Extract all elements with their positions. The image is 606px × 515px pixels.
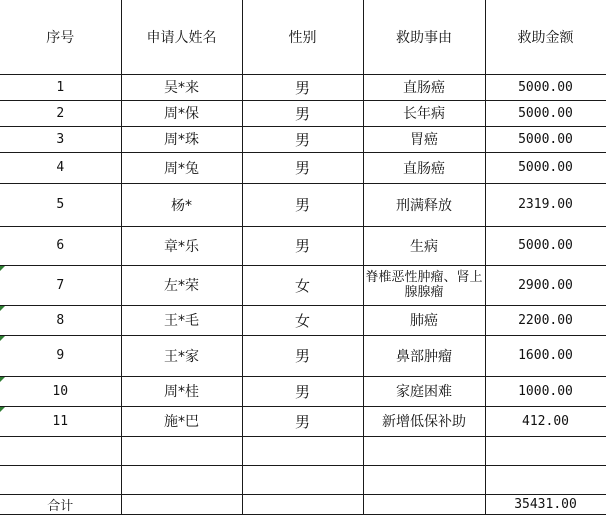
- cell-amount[interactable]: 5000.00: [485, 74, 606, 100]
- cell-reason[interactable]: 直肠癌: [363, 152, 485, 183]
- table-row: [0, 100, 606, 126]
- cell-name[interactable]: 王*家: [121, 335, 242, 376]
- cell-amount[interactable]: 1000.00: [485, 376, 606, 406]
- empty-cell[interactable]: [242, 494, 363, 514]
- cell-no[interactable]: 2: [0, 100, 121, 126]
- cell-gender[interactable]: 男: [242, 226, 363, 265]
- table-row: [0, 406, 606, 436]
- table-row: [0, 305, 606, 335]
- cell-name[interactable]: 章*乐: [121, 226, 242, 265]
- cell-name[interactable]: 周*保: [121, 100, 242, 126]
- header-name[interactable]: 申请人姓名: [121, 0, 242, 74]
- cell-gender[interactable]: 男: [242, 183, 363, 226]
- header-amount[interactable]: 救助金额: [485, 0, 606, 74]
- cell-name[interactable]: 吴*来: [121, 74, 242, 100]
- empty-cell[interactable]: [0, 436, 121, 465]
- cell-gender[interactable]: 男: [242, 376, 363, 406]
- cell-amount[interactable]: 5000.00: [485, 126, 606, 152]
- empty-cell[interactable]: [485, 436, 606, 465]
- cell-gender[interactable]: 男: [242, 335, 363, 376]
- table-row: [0, 226, 606, 265]
- comment-marker-icon: [0, 377, 5, 382]
- cell-amount[interactable]: 2900.00: [485, 265, 606, 305]
- cell-no[interactable]: 5: [0, 183, 121, 226]
- cell-no[interactable]: [0, 305, 121, 335]
- cell-no[interactable]: [0, 335, 121, 376]
- cell-reason[interactable]: 鼻部肿瘤: [363, 335, 485, 376]
- cell-no[interactable]: [0, 265, 121, 305]
- empty-cell[interactable]: [242, 465, 363, 494]
- cell-name[interactable]: 王*毛: [121, 305, 242, 335]
- cell-reason[interactable]: 新增低保补助: [363, 406, 485, 436]
- comment-marker-icon: [0, 336, 5, 341]
- header-row: [0, 0, 606, 74]
- cell-reason[interactable]: 肺癌: [363, 305, 485, 335]
- table-row: [0, 335, 606, 376]
- empty-cell[interactable]: [121, 465, 242, 494]
- table-row: [0, 74, 606, 100]
- cell-amount[interactable]: 5000.00: [485, 100, 606, 126]
- cell-name[interactable]: 施*巴: [121, 406, 242, 436]
- comment-marker-icon: [0, 266, 5, 271]
- cell-reason[interactable]: 生病: [363, 226, 485, 265]
- empty-cell[interactable]: [0, 465, 121, 494]
- cell-gender[interactable]: 男: [242, 74, 363, 100]
- cell-no-text: 10: [52, 383, 69, 399]
- cell-no[interactable]: 4: [0, 152, 121, 183]
- cell-amount[interactable]: 5000.00: [485, 152, 606, 183]
- table-row: [0, 126, 606, 152]
- cell-name[interactable]: 周*珠: [121, 126, 242, 152]
- cell-no[interactable]: [0, 376, 121, 406]
- comment-marker-icon: [0, 407, 5, 412]
- total-row: [0, 494, 606, 514]
- total-amount[interactable]: 35431.00: [485, 494, 606, 514]
- cell-amount[interactable]: 412.00: [485, 406, 606, 436]
- empty-cell[interactable]: [363, 494, 485, 514]
- header-reason[interactable]: 救助事由: [363, 0, 485, 74]
- header-gender[interactable]: 性别: [242, 0, 363, 74]
- cell-amount[interactable]: 5000.00: [485, 226, 606, 265]
- cell-no[interactable]: 3: [0, 126, 121, 152]
- cell-name[interactable]: 周*桂: [121, 376, 242, 406]
- cell-reason[interactable]: 直肠癌: [363, 74, 485, 100]
- cell-no[interactable]: 1: [0, 74, 121, 100]
- total-label[interactable]: 合计: [0, 494, 121, 514]
- comment-marker-icon: [0, 306, 5, 311]
- cell-reason[interactable]: 胃癌: [363, 126, 485, 152]
- cell-amount[interactable]: 1600.00: [485, 335, 606, 376]
- empty-cell[interactable]: [121, 436, 242, 465]
- cell-reason[interactable]: 长年病: [363, 100, 485, 126]
- header-no[interactable]: 序号: [0, 0, 121, 74]
- cell-reason[interactable]: 家庭困难: [363, 376, 485, 406]
- cell-reason[interactable]: 脊椎恶性肿瘤、肾上腺腺瘤: [363, 265, 485, 305]
- cell-no-text: 8: [56, 312, 65, 328]
- cell-no[interactable]: 6: [0, 226, 121, 265]
- table-row: [0, 265, 606, 305]
- cell-no[interactable]: [0, 406, 121, 436]
- cell-amount[interactable]: 2319.00: [485, 183, 606, 226]
- cell-name[interactable]: 周*兔: [121, 152, 242, 183]
- cell-name[interactable]: 左*荣: [121, 265, 242, 305]
- table-row: [0, 183, 606, 226]
- cell-no-text: 7: [56, 277, 65, 293]
- cell-gender[interactable]: 男: [242, 126, 363, 152]
- cell-no-text: 11: [52, 413, 69, 429]
- cell-gender[interactable]: 女: [242, 305, 363, 335]
- cell-name[interactable]: 杨*: [121, 183, 242, 226]
- empty-row: [0, 436, 606, 465]
- table-row: [0, 376, 606, 406]
- cell-reason[interactable]: 刑满释放: [363, 183, 485, 226]
- empty-cell[interactable]: [363, 436, 485, 465]
- cell-no-text: 9: [56, 348, 65, 363]
- cell-gender[interactable]: 男: [242, 152, 363, 183]
- empty-cell[interactable]: [485, 465, 606, 494]
- empty-cell[interactable]: [121, 494, 242, 514]
- empty-cell[interactable]: [242, 436, 363, 465]
- empty-row: [0, 465, 606, 494]
- empty-cell[interactable]: [363, 465, 485, 494]
- cell-gender[interactable]: 男: [242, 100, 363, 126]
- cell-amount[interactable]: 2200.00: [485, 305, 606, 335]
- cell-gender[interactable]: 男: [242, 406, 363, 436]
- cell-gender[interactable]: 女: [242, 265, 363, 305]
- table-row: [0, 152, 606, 183]
